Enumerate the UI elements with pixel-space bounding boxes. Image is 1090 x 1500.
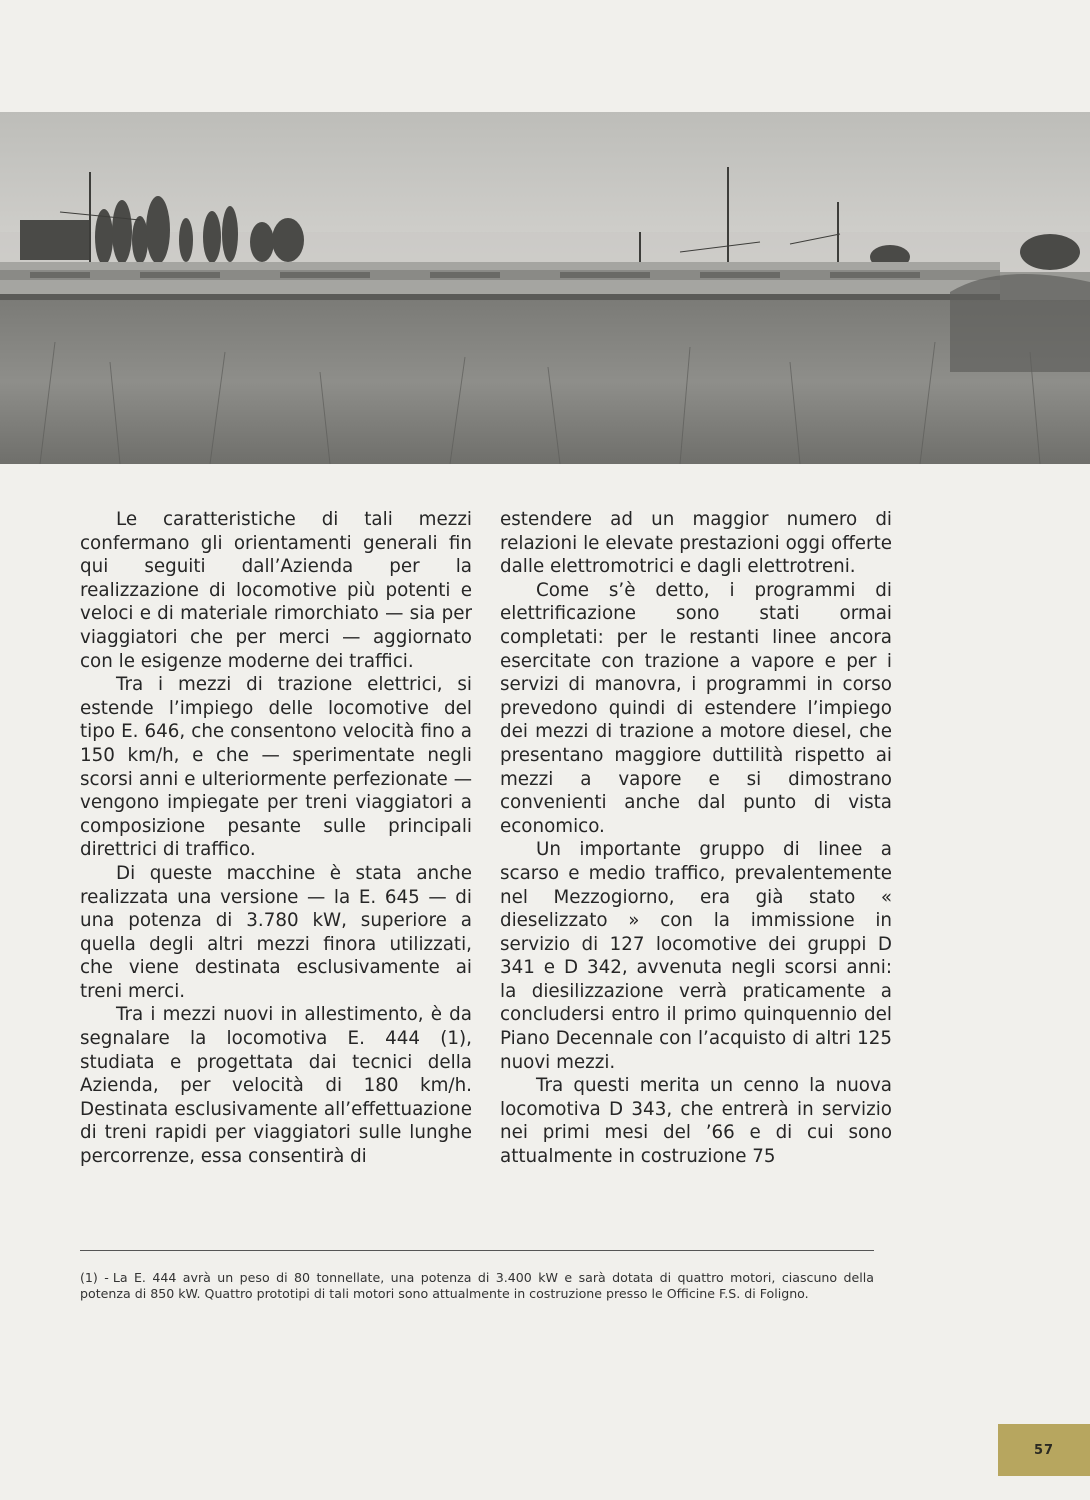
paragraph: estendere ad un maggior numero di relazioni le elevate prestazioni oggi offerte dalle elettromotrici e dagli elettrotreni. (500, 509, 892, 578)
paragraph: Le caratteristiche di tali mezzi confermano gli orientamenti generali fin qui seguiti dall’Azienda per la realizzazione di locomotive più potenti e veloci e di materiale rimorchiato — sia per viaggiatori che per merci — aggiornato con le esigenze moderne dei traffici. (80, 509, 472, 672)
paragraph: Tra i mezzi di trazione elettrici, si estende l’impiego delle locomotive del tipo E. 646, che consentono velocità fino a 150 km/h, e che — sperimentate negli scorsi anni e ulteriormente perfezionate — vengono impiegate per treni viaggiatori a composizione pesante sulle principali direttrici di traffico. (80, 674, 472, 861)
footnote-marker: (1) - (80, 1270, 109, 1285)
paragraph: Un importante gruppo di linee a scarso e medio traffico, prevalentemente nel Mezzogiorno, era già stato « dieselizzato » con la immissione in servizio di 127 locomotive dei gruppi D 341 e D 342, avvenuta negli scorsi anni: la diesilizzazione verrà praticamente a concludersi entro il primo quinquennio del Piano Decennale con l’acquisto di altri 125 nuovi mezzi. (500, 839, 892, 1073)
footnote-text: La E. 444 avrà un peso di 80 tonnellate, una potenza di 3.400 kW e sarà dotata di quattro motori, ciascuno della potenza di 850 kW. Quattro prototipi di tali motori sono attualmente in costruzione presso le Officine F.S. di Foligno. (80, 1270, 874, 1301)
right-column (500, 508, 892, 1169)
train-photo (0, 112, 1090, 464)
paragraph: Come s’è detto, i programmi di elettrificazione sono stati ormai completati: per le restanti linee ancora esercitate con trazione a vapore e per i servizi di manovra, i programmi in corso prevedono quindi di estendere l’impiego dei mezzi di trazione a motore diesel, che presentano maggiore duttilità rispetto ai mezzi a vapore e si dimostrano convenienti anche dal punto di vista economico. (500, 579, 892, 837)
paragraph: Tra questi merita un cenno la nuova locomotiva D 343, che entrerà in servizio nei primi mesi del ’66 e di cui sono attualmente in costruzione 75 (500, 1075, 892, 1168)
page-number: 57 (1033, 1442, 1055, 1458)
paragraph: Tra i mezzi nuovi in allestimento, è da segnalare la locomotiva E. 444 (1), studiata e progettata dai tecnici della Azienda, per velocità di 180 km/h. Destinata esclusivamente all’effettuazione di treni rapidi per viaggiatori sulle lunghe percorrenze, essa consentirà di (80, 1004, 472, 1168)
footnote (80, 1270, 874, 1302)
paragraph: Di queste macchine è stata anche realizzata una versione — la E. 645 — di una potenza di 3.780 kW, superiore a quella degli altri mezzi finora utilizzati, che viene destinata esclusivamente ai treni merci. (80, 862, 472, 1002)
left-column (80, 508, 472, 1169)
page-number-tab (998, 1424, 1090, 1476)
footnote-divider (80, 1250, 874, 1251)
train-photo-illustration (0, 112, 1090, 464)
